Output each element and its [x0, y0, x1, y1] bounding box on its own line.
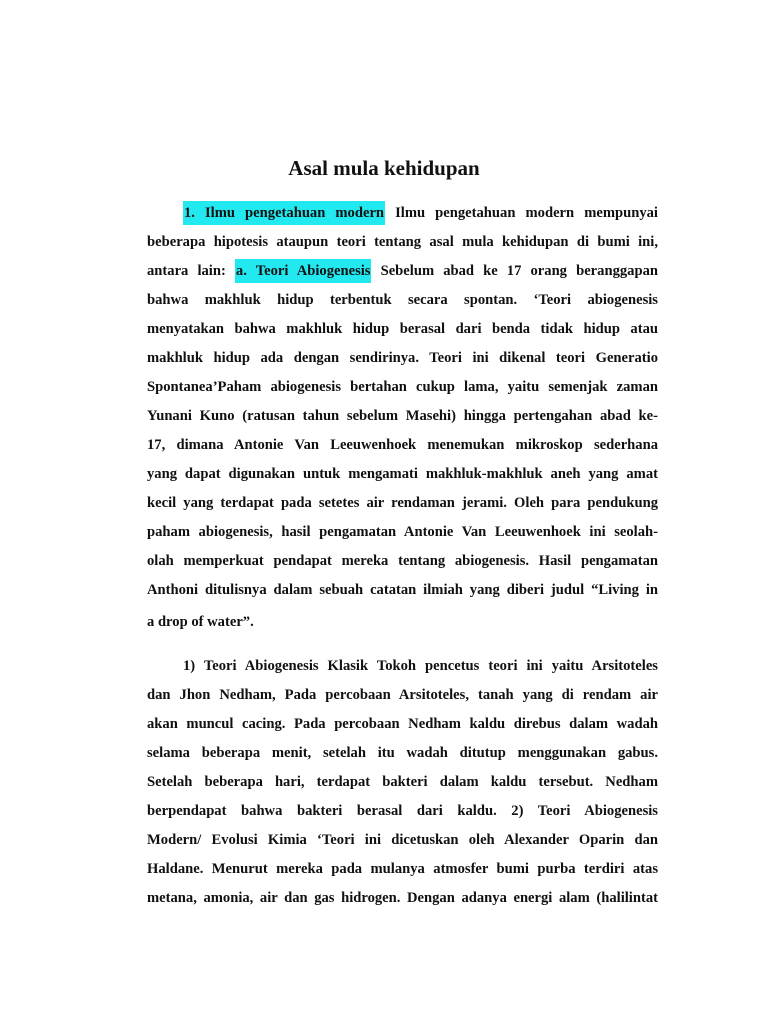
paragraph-1-line-2: beberapa hipotesis ataupun teori tentang asal mula kehidupan di bumi ini, [147, 234, 658, 250]
paragraph-2-line-9: metana, amonia, air dan gas hidrogen. Dengan adanya energi alam (halilintat [147, 890, 658, 906]
highlight-heading-ilmu-pengetahuan: 1. Ilmu pengetahuan modern [183, 201, 385, 225]
paragraph-1-line-7: Spontanea’Paham abiogenesis bertahan cukup lama, yaitu semenjak zaman [147, 379, 658, 395]
paragraph-1-line-1-text: Ilmu pengetahuan modern mempunyai [385, 205, 658, 221]
paragraph-1-line-10: yang dapat digunakan untuk mengamati makhluk-makhluk aneh yang amat [147, 466, 658, 482]
paragraph-2-line-2: dan Jhon Nedham, Pada percobaan Arsitoteles, tanah yang di rendam air [147, 687, 658, 703]
paragraph-1-line-9: 17, dimana Antonie Van Leeuwenhoek menemukan mikroskop sederhana [147, 437, 658, 453]
paragraph-1-line-13: olah memperkuat pendapat mereka tentang abiogenesis. Hasil pengamatan [147, 553, 658, 569]
paragraph-1-line-4: bahwa makhluk hidup terbentuk secara spontan. ‘Teori abiogenesis [147, 292, 658, 308]
paragraph-1-line-1 [183, 203, 658, 223]
paragraph-1-line-15: a drop of water”. [147, 614, 254, 630]
paragraph-2-line-4: selama beberapa menit, setelah itu wadah ditutup menggunakan gabus. [147, 745, 658, 761]
paragraph-2-line-6: berpendapat bahwa bakteri berasal dari kaldu. 2) Teori Abiogenesis [147, 803, 658, 819]
paragraph-2-line-3: akan muncul cacing. Pada percobaan Nedham kaldu direbus dalam wadah [147, 716, 658, 732]
paragraph-1-line-11: kecil yang terdapat pada setetes air rendaman jerami. Oleh para pendukung [147, 495, 658, 511]
paragraph-1-line-3-before: antara lain: [147, 263, 235, 279]
paragraph-1-line-6: makhluk hidup ada dengan sendirinya. Teori ini dikenal teori Generatio [147, 350, 658, 366]
paragraph-2-line-7: Modern/ Evolusi Kimia ‘Teori ini dicetuskan oleh Alexander Oparin dan [147, 832, 658, 848]
paragraph-2-line-5: Setelah beberapa hari, terdapat bakteri dalam kaldu tersebut. Nedham [147, 774, 658, 790]
highlight-heading-teori-abiogenesis: a. Teori Abiogenesis [235, 259, 372, 283]
paragraph-1-line-3-after: Sebelum abad ke 17 orang beranggapan [371, 263, 658, 279]
document-title: Asal mula kehidupan [288, 156, 480, 180]
paragraph-1-line-3 [147, 261, 658, 281]
paragraph-2-line-8: Haldane. Menurut mereka pada mulanya atmosfer bumi purba terdiri atas [147, 861, 658, 877]
paragraph-1-line-14: Anthoni ditulisnya dalam sebuah catatan ilmiah yang diberi judul “Living in [147, 582, 658, 598]
paragraph-1-line-5: menyatakan bahwa makhluk hidup berasal dari benda tidak hidup atau [147, 321, 658, 337]
paragraph-1-line-12: paham abiogenesis, hasil pengamatan Antonie Van Leeuwenhoek ini seolah- [147, 524, 658, 540]
paragraph-1-line-8: Yunani Kuno (ratusan tahun sebelum Masehi) hingga pertengahan abad ke- [147, 408, 658, 424]
paragraph-2-line-1: 1) Teori Abiogenesis Klasik Tokoh pencetus teori ini yaitu Arsitoteles [183, 658, 658, 674]
